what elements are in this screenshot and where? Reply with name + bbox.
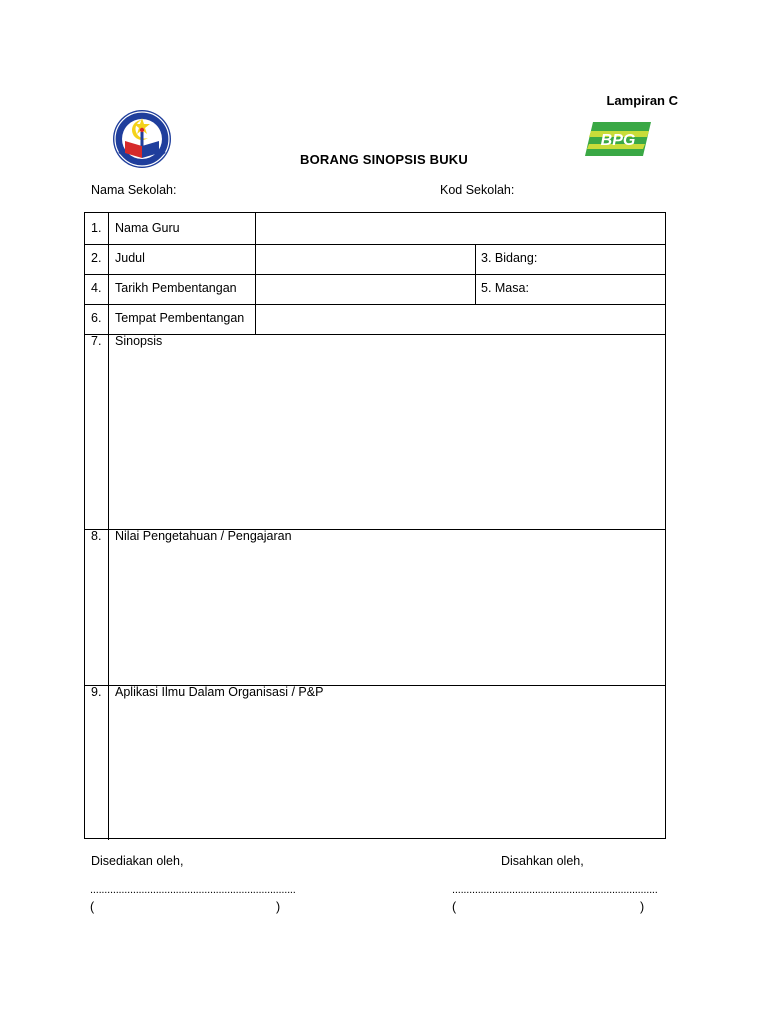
row-number: 1. (91, 221, 102, 235)
form-title: BORANG SINOPSIS BUKU (300, 152, 468, 167)
knowledge-application-field[interactable] (111, 702, 661, 834)
knowledge-value-field[interactable] (111, 546, 661, 682)
row-number: 6. (91, 311, 102, 325)
title-field[interactable] (257, 245, 472, 272)
approved-name-close-paren: ) (640, 900, 645, 914)
prepared-signature-line[interactable]: ........................................................................ (90, 884, 296, 896)
row-label-presentation-venue: Tempat Pembentangan (115, 311, 245, 325)
row-divider (85, 334, 665, 335)
row-number: 2. (91, 251, 102, 265)
presentation-venue-field[interactable] (257, 305, 662, 332)
row-label-presentation-date: Tarikh Pembentangan (115, 281, 237, 295)
row-number: 7. (91, 334, 102, 348)
synopsis-form-table (84, 212, 666, 839)
school-code-label: Kod Sekolah: (440, 183, 515, 197)
bpg-logo-text: BPG (600, 132, 636, 149)
school-name-label: Nama Sekolah: (91, 183, 177, 197)
appendix-label: Lampiran C (606, 93, 678, 108)
approved-signature-line[interactable]: ........................................................................ (452, 884, 658, 896)
row-label-synopsis: Sinopsis (115, 334, 163, 348)
teacher-name-field[interactable] (257, 215, 662, 242)
prepared-name-close-paren: ) (276, 900, 281, 914)
prepared-by-label: Disediakan oleh, (91, 854, 184, 868)
row-number: 9. (91, 685, 102, 699)
synopsis-field[interactable] (111, 351, 661, 526)
presentation-date-field[interactable] (257, 275, 472, 302)
time-label: 5. Masa: (481, 281, 529, 295)
row-label-title: Judul (115, 251, 145, 265)
field-label: 3. Bidang: (481, 251, 538, 265)
row-label-knowledge-application: Aplikasi Ilmu Dalam Organisasi / P&P (115, 685, 324, 699)
prepared-name-open-paren: ( (90, 900, 95, 914)
row-number: 4. (91, 281, 102, 295)
number-column-divider (108, 213, 109, 840)
row-number: 8. (91, 529, 102, 543)
row-label-knowledge-value: Nilai Pengetahuan / Pengajaran (115, 529, 292, 543)
row-label-teacher-name: Nama Guru (115, 221, 180, 235)
extra-column-divider (475, 244, 476, 304)
approved-name-open-paren: ( (452, 900, 457, 914)
label-column-divider (255, 213, 256, 334)
approved-by-label: Disahkan oleh, (501, 854, 584, 868)
